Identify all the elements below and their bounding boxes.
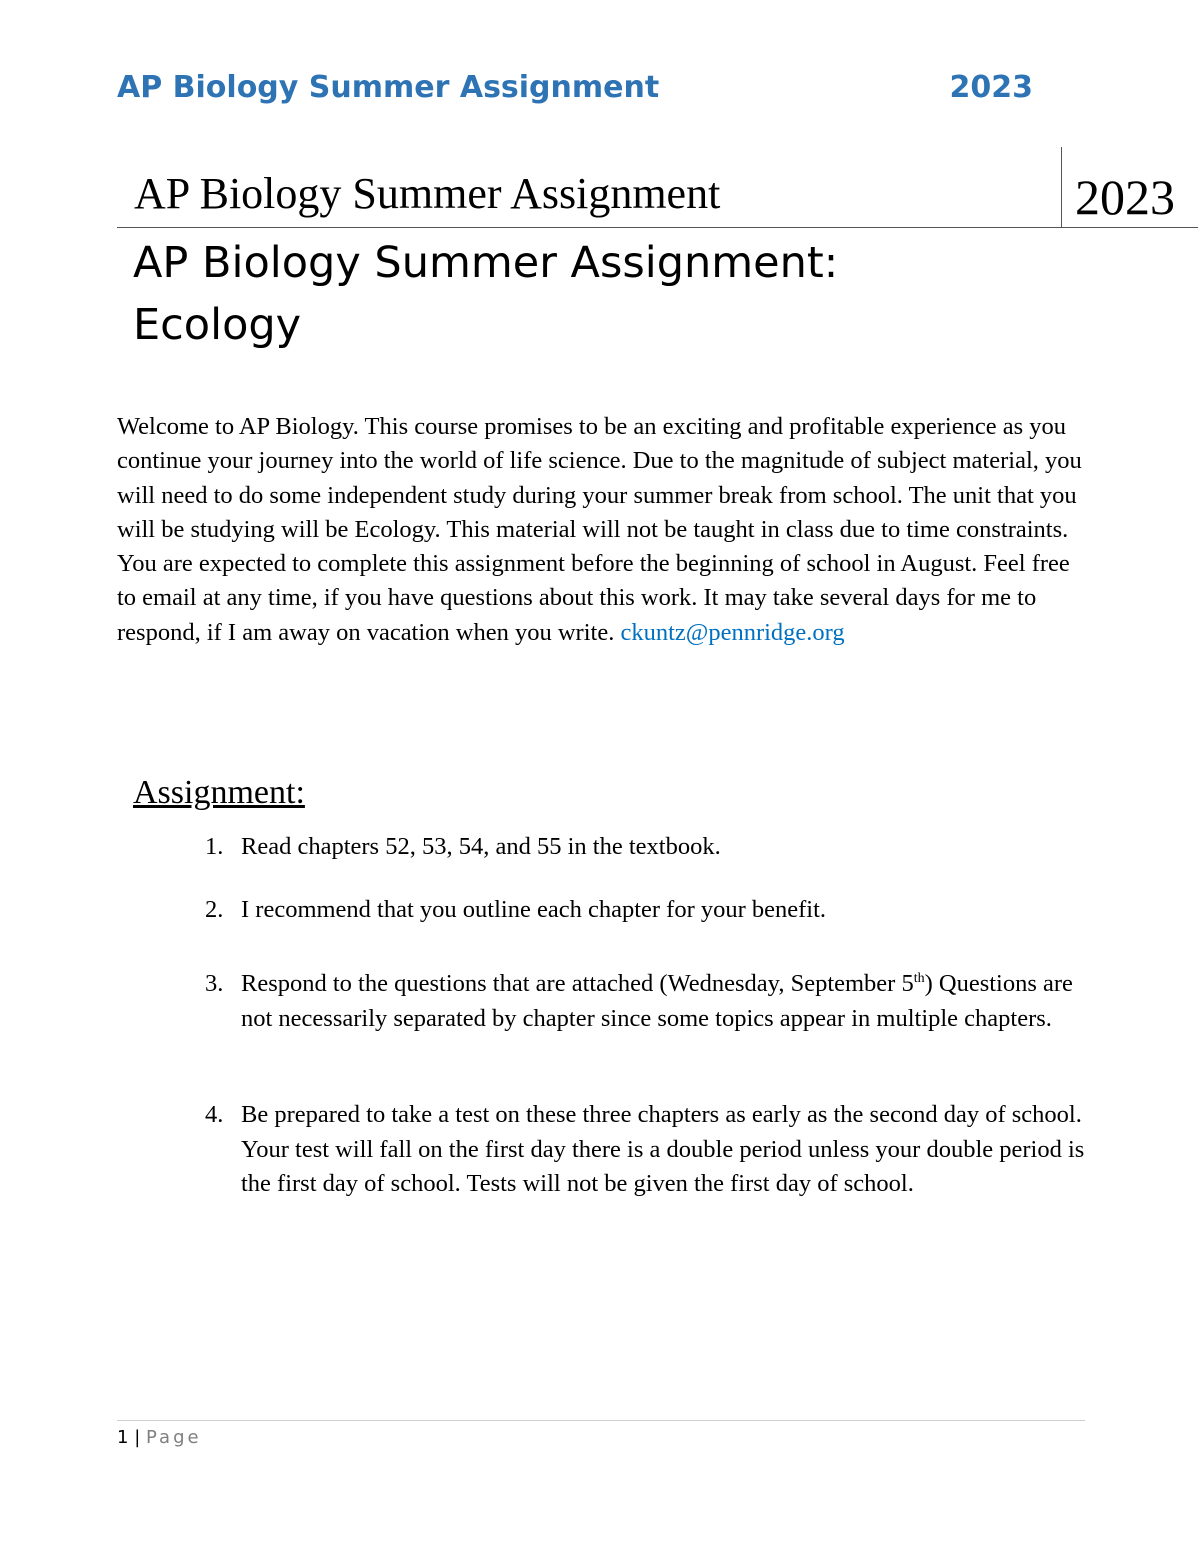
list-item-text: Be prepared to take a test on these three chapters as early as the second day of school. Your test will fall on the first day there is a double period unless your double period is the first day of school. Tests will not be given the first day of school. bbox=[241, 1101, 1085, 1197]
title-row-title: AP Biology Summer Assignment bbox=[134, 169, 721, 218]
footer-separator: | bbox=[134, 1427, 141, 1448]
email-link[interactable]: ckuntz@pennridge.org bbox=[620, 618, 845, 646]
title-row-year: 2023 bbox=[1075, 169, 1175, 225]
assignment-heading: Assignment: bbox=[133, 774, 305, 811]
list-item-text: I recommend that you outline each chapter for your benefit. bbox=[241, 896, 827, 923]
title-row bbox=[117, 147, 1198, 228]
intro-paragraph bbox=[117, 410, 1092, 650]
list-item-text-a: Respond to the questions that are attached (Wednesday, September 5 bbox=[241, 970, 914, 997]
title-row-divider bbox=[1061, 147, 1062, 227]
list-item-text: Read chapters 52, 53, 54, and 55 in the textbook. bbox=[241, 833, 721, 860]
list-item-text-b: ) Questions are not necessarily separated by chapter since some topics appear in multiple chapters. bbox=[241, 970, 1073, 1032]
page-footer bbox=[117, 1426, 202, 1450]
superscript-th: th bbox=[913, 970, 925, 986]
list-item-number: 3. bbox=[205, 970, 224, 997]
list-item-number: 1. bbox=[205, 833, 224, 860]
footer-divider bbox=[117, 1420, 1085, 1421]
running-header-year: 2023 bbox=[949, 70, 1033, 105]
document-title-line2: Ecology bbox=[133, 300, 302, 350]
running-header-title: AP Biology Summer Assignment bbox=[117, 70, 660, 105]
running-header bbox=[117, 68, 1033, 108]
list-item-number: 4. bbox=[205, 1101, 224, 1128]
document-title-line1: AP Biology Summer Assignment: bbox=[133, 238, 839, 288]
page-number: 1 bbox=[117, 1427, 129, 1448]
list-item-text bbox=[241, 967, 1101, 1036]
list-item-number: 2. bbox=[205, 896, 224, 923]
page-label: Page bbox=[146, 1427, 202, 1448]
document-title bbox=[133, 232, 1033, 356]
intro-text: Welcome to AP Biology. This course promises to be an exciting and profitable experience as you continue your journey into the world of life science. Due to the magnitude of subject material, you will need to do some independent study during your summer break from school. The unit that you will be studying will be Ecology. This material will not be taught in class due to time constraints. You are expected to complete this assignment before the beginning of school in August. Feel free to email at any time, if you have questions about this work. It may take several days for me to respond, if I am away on vacation when you write. bbox=[117, 413, 1082, 646]
